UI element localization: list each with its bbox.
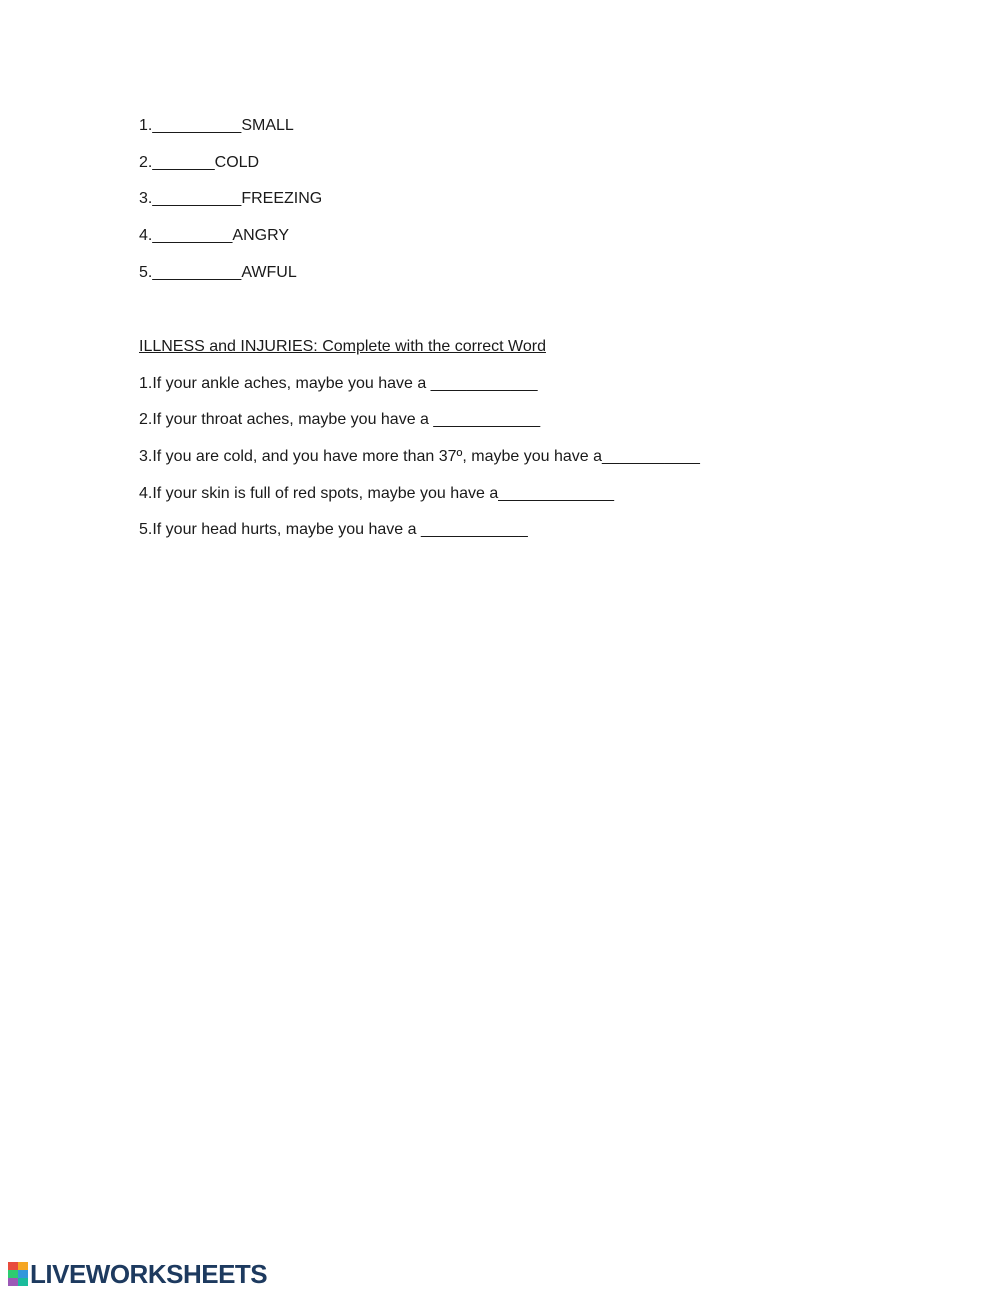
exercise-2-item-5: 5.If your head hurts, maybe you have a ____________ — [139, 521, 528, 539]
liveworksheets-logo — [8, 1259, 267, 1289]
intensifiers-exercise — [139, 116, 899, 299]
exercise-1-item-1: 1.__________SMALL — [139, 117, 294, 134]
exercise-1-item-5: 5.__________AWFUL — [139, 263, 297, 281]
illness-injuries-exercise — [139, 337, 899, 557]
exercise-1-item-4: 4._________ANGRY — [139, 227, 290, 245]
exercise-2-item-3: 3.If you are cold, and you have more than 37º, maybe you have a___________ — [139, 448, 700, 466]
exercise-2-item-2: 2.If your throat aches, maybe you have a ____________ — [139, 411, 541, 429]
exercise-2-item-4: 4.If your skin is full of red spots, maybe you have a_____________ — [139, 484, 614, 502]
logo-mark-icon — [8, 1262, 28, 1286]
exercise-1-item-3: 3.__________FREEZING — [139, 190, 323, 208]
exercise-2-item-1: 1.If your ankle aches, maybe you have a ____________ — [139, 374, 538, 392]
exercise-2-heading: ILLNESS and INJURIES: Complete with the correct Word — [139, 338, 546, 355]
exercise-1-item-2: 2._______COLD — [139, 153, 260, 171]
logo-text: LIVEWORKSHEETS — [30, 1259, 268, 1289]
